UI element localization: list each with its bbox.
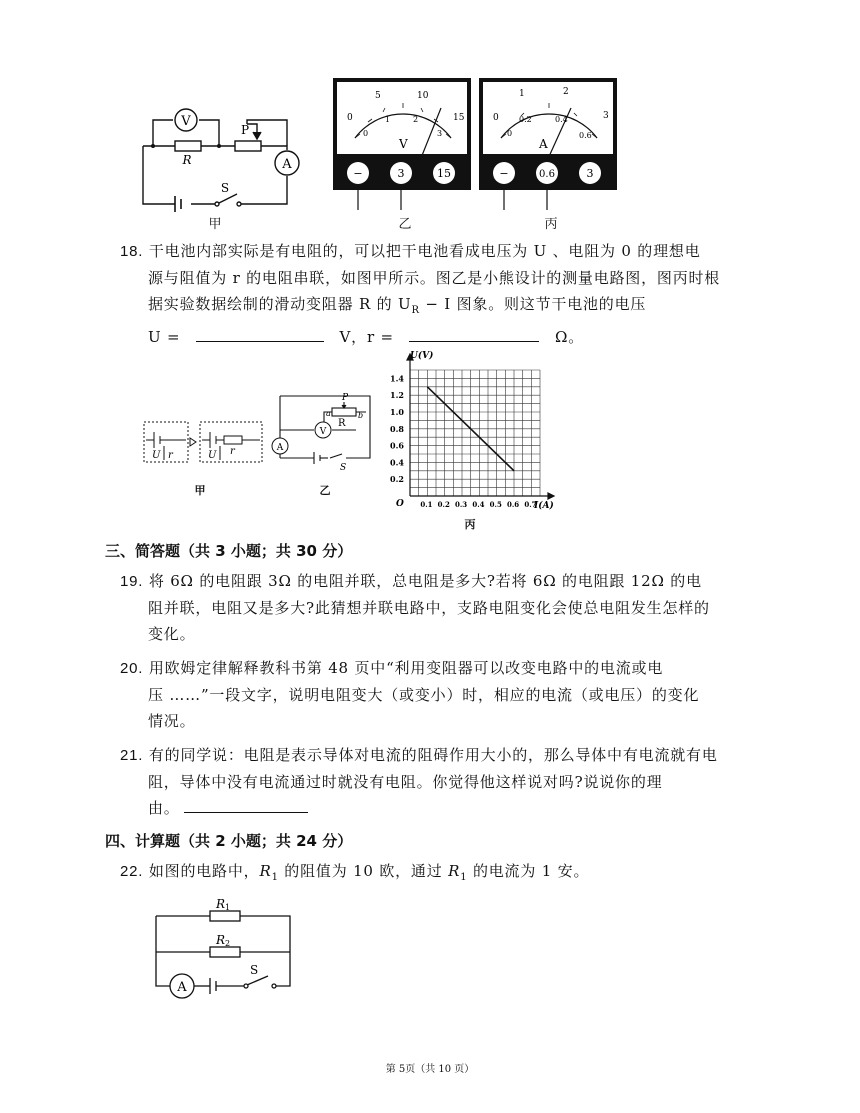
- question-number: 19.: [120, 573, 144, 590]
- amp-scale-top-0: 0: [493, 113, 499, 123]
- q22-r1-sub-again: 1: [460, 872, 468, 883]
- y-tick-label: 0.2: [390, 474, 404, 485]
- y-tick-label: 0.8: [390, 423, 404, 434]
- r2-subscript: 2: [225, 939, 231, 948]
- question-number: 22.: [120, 863, 144, 880]
- x-tick-label: 0.4: [472, 500, 485, 509]
- parallel-circuit-diagram: [150, 896, 295, 1008]
- question-18: [120, 238, 770, 350]
- volt-unit-letter: V: [399, 137, 408, 151]
- x-axis-label: I(A): [534, 501, 554, 511]
- svg-text:a: a: [326, 409, 331, 418]
- answer-blank-u[interactable]: [196, 325, 324, 342]
- question-22: [120, 858, 770, 891]
- q21-line1: 有的同学说：电阻是表示导体对电流的阻碍作用大小的，那么导体中有电流就有电: [148, 746, 718, 764]
- x-tick-label: 0.1: [420, 500, 433, 509]
- switch-label-q22: S: [250, 963, 259, 977]
- q21-line3: [120, 795, 770, 821]
- figure-caption-bing-top: 丙: [544, 217, 558, 232]
- figure-caption-bing: 丙: [464, 518, 476, 531]
- figure-caption-jia: 甲: [194, 484, 206, 497]
- u-i-graph: [380, 346, 560, 516]
- question-number: 20.: [120, 660, 144, 677]
- q18-subscript: R: [411, 305, 420, 316]
- figure-caption-jia-top: 甲: [208, 217, 222, 232]
- q19-line2: 阻并联，电阻又是多大?此猜想并联电路中，支路电阻变化会使总电阻发生怎样的: [148, 599, 710, 617]
- battery-model-diagram: [140, 418, 280, 468]
- origin-label: O: [396, 499, 404, 509]
- section-title-3: 三、简答题（共 3 小题；共 30 分）: [105, 542, 353, 560]
- page-footer: 第 5页（共 10 页）: [385, 1064, 475, 1075]
- figure-caption-yi: 乙: [319, 484, 331, 497]
- svg-text:r: r: [230, 446, 235, 457]
- q19-line1: 将 6Ω 的电阻跟 3Ω 的电阻并联，总电阻是多大?若将 6Ω 的电阻跟 12Ω 的电: [148, 572, 702, 590]
- question-20: [120, 655, 770, 734]
- y-tick-label: 1.2: [390, 390, 404, 401]
- q18-u-label: U =: [148, 328, 181, 346]
- q18-r-label: V，r =: [339, 328, 394, 346]
- svg-text:r: r: [168, 450, 173, 461]
- q22-text-a: 如图的电路中，: [148, 862, 260, 880]
- q18-line1: 干电池内部实际是有电阻的，可以把干电池看成电压为 U 、电阻为 0 的理想电: [148, 242, 701, 260]
- r2-label: R: [216, 933, 226, 947]
- volt-terminal-neg: −: [353, 167, 363, 180]
- amp-scale-top-3: 3: [603, 111, 609, 121]
- amp-unit-letter: A: [539, 137, 548, 151]
- question-number: 18.: [120, 243, 144, 260]
- ammeter-leads: [496, 190, 616, 212]
- amp-scale-bottom-0.2: 0.2: [519, 115, 532, 124]
- section-title-4: 四、计算题（共 2 小题；共 24 分）: [105, 832, 353, 850]
- y-axis-label: U(V): [410, 351, 434, 361]
- slider-label: P: [240, 123, 250, 137]
- q18-line3: [120, 291, 770, 324]
- r1-label: R: [216, 897, 226, 911]
- amp-scale-bottom-0.4: 0.4: [555, 115, 568, 124]
- q22-text-c: 的电流为 1 安。: [467, 862, 590, 880]
- y-tick-label: 0.4: [390, 457, 404, 468]
- svg-text:U: U: [152, 450, 161, 461]
- figure-caption-yi-top: 乙: [398, 217, 412, 232]
- q20-line3: 情况。: [148, 712, 196, 730]
- q22-r1: R: [259, 862, 272, 880]
- volt-scale-top-15: 15: [453, 113, 465, 123]
- x-tick-label: 0.7: [524, 500, 537, 509]
- x-tick-label: 0.3: [455, 500, 468, 509]
- y-tick-label: 1.0: [390, 407, 404, 417]
- volt-scale-bottom-1: 1: [385, 115, 391, 124]
- voltmeter-symbol: V: [181, 114, 191, 129]
- q22-text-b: 的阻值为 10 欧，通过: [278, 862, 449, 880]
- y-tick-label: 0.6: [390, 440, 404, 451]
- q18-ohm-label: Ω。: [555, 328, 585, 346]
- svg-text:A: A: [276, 443, 284, 453]
- volt-scale-bottom-0: 0: [363, 129, 369, 138]
- question-21: [120, 742, 770, 821]
- measurement-circuit: [270, 388, 382, 478]
- amp-terminal-neg: −: [499, 167, 509, 180]
- svg-text:U: U: [208, 450, 217, 461]
- amp-scale-top-1: 1: [519, 89, 525, 99]
- q18-line3-text: 据实验数据绘制的滑动变阻器 R 的 U: [148, 295, 412, 313]
- amp-scale-top-2: 2: [563, 87, 569, 97]
- r1-subscript: 1: [225, 903, 231, 912]
- amp-terminal-0.6: 0.6: [539, 169, 555, 180]
- q22-r1-sub: 1: [271, 872, 279, 883]
- volt-terminal-3: 3: [397, 167, 405, 180]
- amp-scale-bottom-0.6: 0.6: [579, 131, 592, 140]
- x-tick-label: 0.2: [437, 500, 450, 509]
- svg-text:V: V: [319, 427, 327, 437]
- voltmeter-leads: [350, 190, 470, 212]
- q21-line2: 阻，导体中没有电流通过时就没有电阻。你觉得他这样说对吗?说说你的理: [148, 773, 663, 791]
- q18-line2: 源与阻值为 r 的电阻串联，如图甲所示。图乙是小熊设计的测量电路图，图丙时根: [148, 269, 721, 287]
- ammeter-symbol: A: [282, 157, 292, 172]
- volt-scale-top-5: 5: [375, 91, 381, 101]
- svg-text:b: b: [358, 411, 364, 420]
- amp-terminal-3: 3: [586, 167, 594, 180]
- volt-scale-top-10: 10: [417, 91, 429, 101]
- q20-line2: 压 ……”一段文字，说明电阻变大（或变小）时，相应的电流（或电压）的变化: [148, 686, 700, 704]
- q21-line3-text: 由。: [148, 799, 180, 817]
- q20-line1: 用欧姆定律解释教科书第 48 页中“利用变阻器可以改变电路中的电流或电: [148, 659, 664, 677]
- question-19: [120, 568, 770, 647]
- svg-text:R: R: [338, 418, 346, 429]
- q19-line3: 变化。: [148, 625, 196, 643]
- y-tick-label: 1.4: [390, 373, 404, 384]
- x-tick-label: 0.6: [507, 500, 520, 509]
- svg-text:P: P: [342, 393, 349, 403]
- volt-terminal-15: 15: [437, 167, 451, 180]
- x-axis-arrow: [548, 493, 554, 499]
- answer-blank-21[interactable]: [184, 796, 308, 813]
- volt-scale-top-0: 0: [347, 113, 353, 123]
- ammeter-dial: [479, 78, 617, 190]
- volt-scale-bottom-2: 2: [413, 115, 419, 124]
- volt-scale-bottom-3: 3: [437, 129, 443, 138]
- switch-label: S: [220, 181, 230, 195]
- question-number: 21.: [120, 747, 144, 764]
- voltmeter-dial: [333, 78, 471, 190]
- resistor-label: R: [182, 153, 192, 167]
- x-tick-label: 0.5: [489, 500, 502, 509]
- q22-r1-again: R: [448, 862, 461, 880]
- ammeter-symbol-q22: A: [177, 980, 187, 995]
- q18-line3-tail: − I 图象。则这节干电池的电压: [419, 295, 647, 313]
- answer-blank-r[interactable]: [409, 325, 539, 342]
- svg-text:S: S: [340, 463, 347, 473]
- amp-scale-bottom-0: 0: [507, 129, 513, 138]
